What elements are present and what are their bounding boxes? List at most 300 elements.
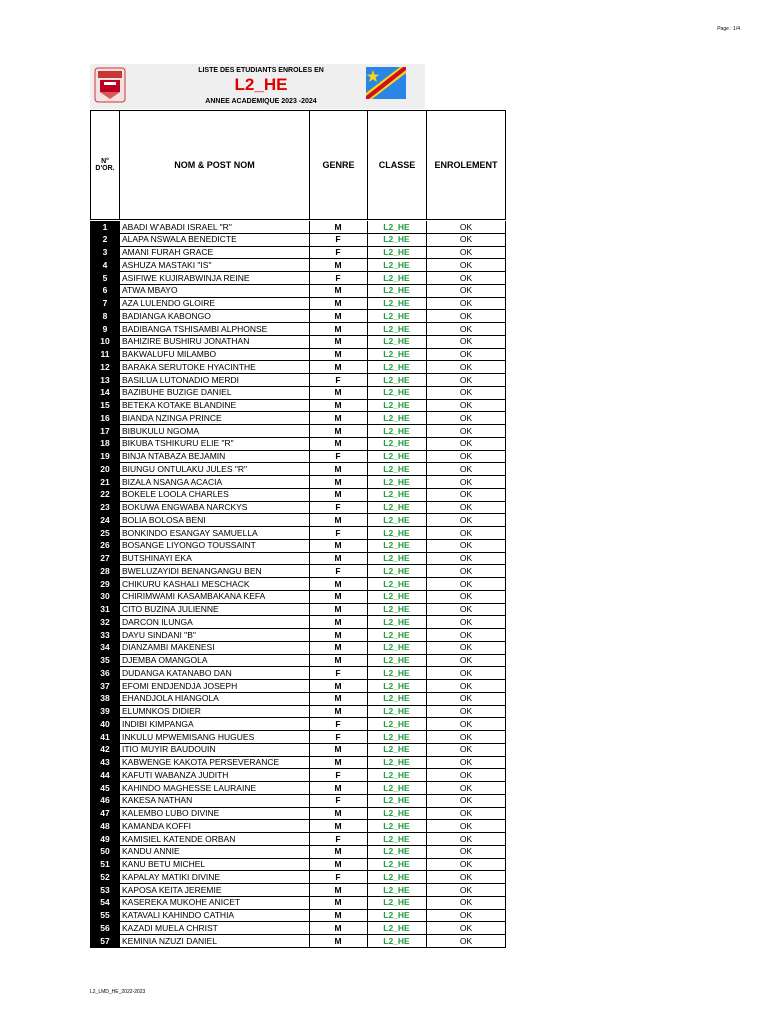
student-name: BIBUKULU NGOMA xyxy=(122,425,199,436)
enrolment-status: OK xyxy=(459,744,473,755)
enrolment-status: OK xyxy=(459,616,473,627)
row-number: 44 xyxy=(90,769,120,781)
student-name: BADIBANGA TSHISAMBI ALPHONSE xyxy=(122,323,268,334)
student-class: L2_HE xyxy=(383,808,410,819)
student-gender: M xyxy=(334,514,342,525)
row-number: 41 xyxy=(90,731,120,743)
enrolment-status: OK xyxy=(459,655,473,666)
row-number: 48 xyxy=(90,820,120,832)
student-gender: M xyxy=(334,757,342,768)
student-name: KABWENGE KAKOTA PERSEVERANCE xyxy=(122,757,280,768)
row-number: 22 xyxy=(90,489,120,501)
student-gender: M xyxy=(334,604,342,615)
student-name: KAPALAY MATIKI DIVINE xyxy=(122,871,221,882)
student-gender: M xyxy=(334,336,342,347)
row-number: 20 xyxy=(90,463,120,475)
table-row xyxy=(90,706,506,719)
table-row xyxy=(90,642,506,655)
row-number: 32 xyxy=(90,616,120,628)
student-class: L2_HE xyxy=(383,514,410,525)
student-class: L2_HE xyxy=(383,642,410,653)
student-gender: M xyxy=(334,310,342,321)
enrolment-status: OK xyxy=(459,463,473,474)
student-class: L2_HE xyxy=(383,502,410,513)
student-class: L2_HE xyxy=(383,400,410,411)
student-gender: M xyxy=(334,680,342,691)
student-class: L2_HE xyxy=(383,540,410,551)
student-class: L2_HE xyxy=(383,616,410,627)
student-class: L2_HE xyxy=(383,667,410,678)
row-number: 56 xyxy=(90,922,120,934)
student-class: L2_HE xyxy=(383,323,410,334)
student-name: INKULU MPWEMISANG HUGUES xyxy=(122,731,255,742)
row-number: 19 xyxy=(90,451,120,463)
student-name: BARAKA SERUTOKE HYACINTHE xyxy=(122,361,256,372)
student-gender: M xyxy=(334,425,342,436)
table-row xyxy=(90,502,506,515)
row-number: 46 xyxy=(90,795,120,807)
row-number: 8 xyxy=(90,310,120,322)
student-gender: M xyxy=(334,578,342,589)
enrolment-status: OK xyxy=(459,502,473,513)
row-number: 23 xyxy=(90,502,120,514)
enrolment-status: OK xyxy=(459,846,473,857)
column-header-name: NOM & POST NOM xyxy=(119,110,310,220)
student-name: BOKELE LOOLA CHARLES xyxy=(122,489,229,500)
student-class: L2_HE xyxy=(383,910,410,921)
student-gender: M xyxy=(334,349,342,360)
student-class: L2_HE xyxy=(383,527,410,538)
student-gender: M xyxy=(334,412,342,423)
row-number: 27 xyxy=(90,553,120,565)
enrolment-status: OK xyxy=(459,425,473,436)
student-name: BUTSHINAYI EKA xyxy=(122,553,192,564)
student-name: BASILUA LUTONADIO MERDI xyxy=(122,374,239,385)
enrolment-status: OK xyxy=(459,438,473,449)
student-gender: M xyxy=(334,642,342,653)
table-row xyxy=(90,540,506,553)
enrolment-status: OK xyxy=(459,234,473,245)
student-name: KANDU ANNIE xyxy=(122,846,180,857)
table-row xyxy=(90,565,506,578)
student-name: BINJA NTABAZA BEJAMIN xyxy=(122,451,226,462)
student-gender: M xyxy=(334,553,342,564)
enrolment-status: OK xyxy=(459,387,473,398)
enrolment-status: OK xyxy=(459,642,473,653)
student-gender: F xyxy=(335,565,341,576)
enrolment-status: OK xyxy=(459,247,473,258)
row-number: 47 xyxy=(90,808,120,820)
student-class: L2_HE xyxy=(383,922,410,933)
row-number: 40 xyxy=(90,718,120,730)
row-number: 39 xyxy=(90,706,120,718)
student-class: L2_HE xyxy=(383,629,410,640)
table-row xyxy=(90,604,506,617)
student-class: L2_HE xyxy=(383,259,410,270)
table-row xyxy=(90,310,506,323)
table-row xyxy=(90,298,506,311)
student-class: L2_HE xyxy=(383,897,410,908)
enrolment-status: OK xyxy=(459,298,473,309)
enrolment-status: OK xyxy=(459,935,473,946)
student-class: L2_HE xyxy=(383,553,410,564)
student-class: L2_HE xyxy=(383,680,410,691)
table-row xyxy=(90,718,506,731)
student-class: L2_HE xyxy=(383,833,410,844)
student-gender: F xyxy=(335,247,341,258)
student-name: CHIRIMWAMI KASAMBAKANA KEFA xyxy=(122,591,266,602)
table-row xyxy=(90,922,506,935)
table-row xyxy=(90,451,506,464)
enrolment-status: OK xyxy=(459,757,473,768)
row-number: 11 xyxy=(90,349,120,361)
student-name: KAZADI MUELA CHRIST xyxy=(122,922,218,933)
student-class: L2_HE xyxy=(383,706,410,717)
student-name: KAKESA NATHAN xyxy=(122,795,193,806)
table-row xyxy=(90,820,506,833)
enrolment-status: OK xyxy=(459,272,473,283)
student-name: KASEREKA MUKOHE ANICET xyxy=(122,897,241,908)
row-number: 57 xyxy=(90,935,120,947)
student-name: BIUNGU ONTULAKU JULES "R" xyxy=(122,463,248,474)
student-gender: M xyxy=(334,884,342,895)
student-class: L2_HE xyxy=(383,782,410,793)
row-number: 33 xyxy=(90,629,120,641)
student-gender: M xyxy=(334,438,342,449)
student-class: L2_HE xyxy=(383,374,410,385)
row-number: 52 xyxy=(90,871,120,883)
row-number: 15 xyxy=(90,400,120,412)
student-name: ALAPA NSWALA BENEDICTE xyxy=(122,234,237,245)
table-row xyxy=(90,910,506,923)
student-gender: M xyxy=(334,782,342,793)
student-class: L2_HE xyxy=(383,859,410,870)
student-class: L2_HE xyxy=(383,884,410,895)
student-gender: M xyxy=(334,808,342,819)
enrolment-status: OK xyxy=(459,540,473,551)
student-class: L2_HE xyxy=(383,744,410,755)
table-row xyxy=(90,553,506,566)
student-gender: M xyxy=(334,323,342,334)
enrolment-status: OK xyxy=(459,604,473,615)
student-name: BETEKA KOTAKE BLANDINE xyxy=(122,400,237,411)
student-gender: M xyxy=(334,361,342,372)
student-class: L2_HE xyxy=(383,336,410,347)
student-gender: F xyxy=(335,502,341,513)
row-number: 4 xyxy=(90,259,120,271)
row-number: 36 xyxy=(90,667,120,679)
enrolment-status: OK xyxy=(459,476,473,487)
student-class: L2_HE xyxy=(383,285,410,296)
student-class: L2_HE xyxy=(383,693,410,704)
table-row xyxy=(90,425,506,438)
enrolment-status: OK xyxy=(459,897,473,908)
student-name: ABADI W'ABADI ISRAEL "R" xyxy=(122,221,232,232)
student-name: EHANDJOLA HIANGOLA xyxy=(122,693,219,704)
table-row xyxy=(90,655,506,668)
row-number: 1 xyxy=(90,221,120,233)
student-gender: M xyxy=(334,846,342,857)
student-gender: F xyxy=(335,795,341,806)
row-number: 29 xyxy=(90,578,120,590)
student-gender: F xyxy=(335,833,341,844)
enrolment-status: OK xyxy=(459,400,473,411)
student-gender: F xyxy=(335,718,341,729)
student-name: AMANI FURAH GRACE xyxy=(122,247,214,258)
enrolment-status: OK xyxy=(459,336,473,347)
enrolment-status: OK xyxy=(459,782,473,793)
student-gender: F xyxy=(335,272,341,283)
table-row xyxy=(90,693,506,706)
table-row xyxy=(90,285,506,298)
column-header-enrolement: ENROLEMENT xyxy=(426,110,506,220)
student-name: ELUMNKOS DIDIER xyxy=(122,706,201,717)
student-gender: M xyxy=(334,706,342,717)
table-row xyxy=(90,769,506,782)
row-number: 35 xyxy=(90,655,120,667)
student-name: DAYU SINDANI "B" xyxy=(122,629,196,640)
student-gender: M xyxy=(334,259,342,270)
row-number: 49 xyxy=(90,833,120,845)
row-number: 9 xyxy=(90,323,120,335)
enrolment-status: OK xyxy=(459,221,473,232)
student-gender: M xyxy=(334,820,342,831)
table-row xyxy=(90,859,506,872)
student-name: INDIBI KIMPANGA xyxy=(122,718,194,729)
table-row xyxy=(90,221,506,234)
student-class: L2_HE xyxy=(383,272,410,283)
student-name: DIANZAMBI MAKENESI xyxy=(122,642,215,653)
row-number: 54 xyxy=(90,897,120,909)
table-row xyxy=(90,400,506,413)
student-gender: F xyxy=(335,234,341,245)
enrolment-status: OK xyxy=(459,693,473,704)
column-header-class: CLASSE xyxy=(367,110,427,220)
student-name: KATAVALI KAHINDO CATHIA xyxy=(122,910,235,921)
enrolment-status: OK xyxy=(459,769,473,780)
student-gender: F xyxy=(335,769,341,780)
student-gender: F xyxy=(335,374,341,385)
enrolment-status: OK xyxy=(459,922,473,933)
student-name: BIKUBA TSHIKURU ELIE "R" xyxy=(122,438,234,449)
student-name: AZA LULENDO GLOIRE xyxy=(122,298,216,309)
student-name: CHIKURU KASHALI MESCHACK xyxy=(122,578,250,589)
table-row xyxy=(90,897,506,910)
table-row xyxy=(90,846,506,859)
student-name: KANU BETU MICHEL xyxy=(122,859,206,870)
row-number: 17 xyxy=(90,425,120,437)
student-gender: M xyxy=(334,591,342,602)
student-class: L2_HE xyxy=(383,718,410,729)
student-gender: M xyxy=(334,489,342,500)
student-class: L2_HE xyxy=(383,795,410,806)
enrolment-status: OK xyxy=(459,374,473,385)
row-number: 28 xyxy=(90,565,120,577)
enrolment-status: OK xyxy=(459,820,473,831)
row-number: 45 xyxy=(90,782,120,794)
table-row xyxy=(90,387,506,400)
table-row xyxy=(90,616,506,629)
student-class: L2_HE xyxy=(383,349,410,360)
student-name: KALEMBO LUBO DIVINE xyxy=(122,808,220,819)
student-class: L2_HE xyxy=(383,387,410,398)
table-row xyxy=(90,259,506,272)
enrolment-status: OK xyxy=(459,310,473,321)
table-row xyxy=(90,935,506,948)
row-number: 50 xyxy=(90,846,120,858)
row-number: 31 xyxy=(90,604,120,616)
footer-label: L2_LMD_HE_2022-2023 xyxy=(90,989,146,995)
student-class: L2_HE xyxy=(383,565,410,576)
student-name: BONKINDO ESANGAY SAMUELLA xyxy=(122,527,258,538)
student-name: BIZALA NSANGA ACACIA xyxy=(122,476,223,487)
student-name: BWELUZAYIDI BENANGANGU BEN xyxy=(122,565,262,576)
student-gender: M xyxy=(334,897,342,908)
student-class: L2_HE xyxy=(383,412,410,423)
table-row xyxy=(90,514,506,527)
table-row xyxy=(90,833,506,846)
class-code: L2_HE xyxy=(234,75,288,94)
student-name: BAHIZIRE BUSHIRU JONATHAN xyxy=(122,336,250,347)
student-name: KAPOSA KEITA JEREMIE xyxy=(122,884,222,895)
enrolment-status: OK xyxy=(459,514,473,525)
student-name: ASIFIWE KUJIRABWINJA REINE xyxy=(122,272,250,283)
student-gender: M xyxy=(334,655,342,666)
student-class: L2_HE xyxy=(383,604,410,615)
enrolment-status: OK xyxy=(459,591,473,602)
student-class: L2_HE xyxy=(383,310,410,321)
student-gender: F xyxy=(335,871,341,882)
enrolment-status: OK xyxy=(459,884,473,895)
student-name: EFOMI ENDJENDJA JOSEPH xyxy=(122,680,238,691)
row-number: 55 xyxy=(90,910,120,922)
academic-year: ANNEE ACADEMIQUE 2023 -2024 xyxy=(205,98,317,105)
student-class: L2_HE xyxy=(383,591,410,602)
student-name: ITIO MUYIR BAUDOUIN xyxy=(122,744,216,755)
student-gender: M xyxy=(334,910,342,921)
student-class: L2_HE xyxy=(383,361,410,372)
student-name: KEMINIA NZUZI DANIEL xyxy=(122,935,217,946)
student-name: BOSANGE LIYONGO TOUSSAINT xyxy=(122,540,256,551)
table-row xyxy=(90,795,506,808)
student-class: L2_HE xyxy=(383,221,410,232)
table-row xyxy=(90,349,506,362)
row-number: 53 xyxy=(90,884,120,896)
student-class: L2_HE xyxy=(383,935,410,946)
student-class: L2_HE xyxy=(383,871,410,882)
table-row xyxy=(90,629,506,642)
enrolment-status: OK xyxy=(459,323,473,334)
student-name: KAHINDO MAGHESSE LAURAINE xyxy=(122,782,257,793)
student-name: BADIANGA KABONGO xyxy=(122,310,211,321)
student-name: DUDANGA KATANABO DAN xyxy=(122,667,232,678)
document-header xyxy=(90,64,425,109)
row-number: 42 xyxy=(90,744,120,756)
row-number: 5 xyxy=(90,272,120,284)
enrolment-status: OK xyxy=(459,833,473,844)
student-name: BIANDA NZINGA PRINCE xyxy=(122,412,222,423)
enrolment-status: OK xyxy=(459,667,473,678)
student-class: L2_HE xyxy=(383,489,410,500)
enrolment-status: OK xyxy=(459,489,473,500)
enrolment-status: OK xyxy=(459,859,473,870)
row-number: 24 xyxy=(90,514,120,526)
table-row xyxy=(90,782,506,795)
student-class: L2_HE xyxy=(383,578,410,589)
student-gender: M xyxy=(334,922,342,933)
student-table xyxy=(90,221,506,948)
student-name: ATWA MBAYO xyxy=(122,285,178,296)
enrolment-status: OK xyxy=(459,553,473,564)
enrolment-status: OK xyxy=(459,629,473,640)
row-number: 26 xyxy=(90,540,120,552)
row-number: 2 xyxy=(90,234,120,246)
table-row xyxy=(90,884,506,897)
table-row xyxy=(90,680,506,693)
student-gender: M xyxy=(334,540,342,551)
row-number: 16 xyxy=(90,412,120,424)
student-name: DJEMBA OMANGOLA xyxy=(122,655,208,666)
table-row xyxy=(90,871,506,884)
row-number: 18 xyxy=(90,438,120,450)
table-row xyxy=(90,476,506,489)
enrolment-status: OK xyxy=(459,259,473,270)
student-class: L2_HE xyxy=(383,438,410,449)
student-gender: M xyxy=(334,298,342,309)
table-row xyxy=(90,463,506,476)
student-class: L2_HE xyxy=(383,247,410,258)
student-name: DARCON ILUNGA xyxy=(122,616,193,627)
student-gender: M xyxy=(334,616,342,627)
table-row xyxy=(90,757,506,770)
university-logo-icon xyxy=(94,67,126,103)
enrolment-status: OK xyxy=(459,527,473,538)
enrolment-status: OK xyxy=(459,706,473,717)
row-number: 7 xyxy=(90,298,120,310)
student-name: ASHUZA MASTAKI "IS" xyxy=(122,259,212,270)
table-row xyxy=(90,336,506,349)
table-row xyxy=(90,744,506,757)
student-name: KAFUTI WABANZA JUDITH xyxy=(122,769,229,780)
student-class: L2_HE xyxy=(383,425,410,436)
row-number: 21 xyxy=(90,476,120,488)
row-number: 51 xyxy=(90,859,120,871)
student-gender: M xyxy=(334,400,342,411)
student-class: L2_HE xyxy=(383,820,410,831)
enrolment-status: OK xyxy=(459,451,473,462)
student-class: L2_HE xyxy=(383,234,410,245)
student-name: BAKWALUFU MILAMBO xyxy=(122,349,217,360)
table-row xyxy=(90,667,506,680)
enrolment-status: OK xyxy=(459,578,473,589)
row-number: 6 xyxy=(90,285,120,297)
student-gender: M xyxy=(334,285,342,296)
enrolment-status: OK xyxy=(459,718,473,729)
student-class: L2_HE xyxy=(383,476,410,487)
student-gender: M xyxy=(334,387,342,398)
student-gender: M xyxy=(334,476,342,487)
row-number: 38 xyxy=(90,693,120,705)
student-class: L2_HE xyxy=(383,463,410,474)
row-number: 34 xyxy=(90,642,120,654)
student-gender: F xyxy=(335,731,341,742)
row-number: 13 xyxy=(90,374,120,386)
column-header-gender: GENRE xyxy=(309,110,368,220)
row-number: 30 xyxy=(90,591,120,603)
enrolment-status: OK xyxy=(459,910,473,921)
enrolment-status: OK xyxy=(459,361,473,372)
student-class: L2_HE xyxy=(383,757,410,768)
